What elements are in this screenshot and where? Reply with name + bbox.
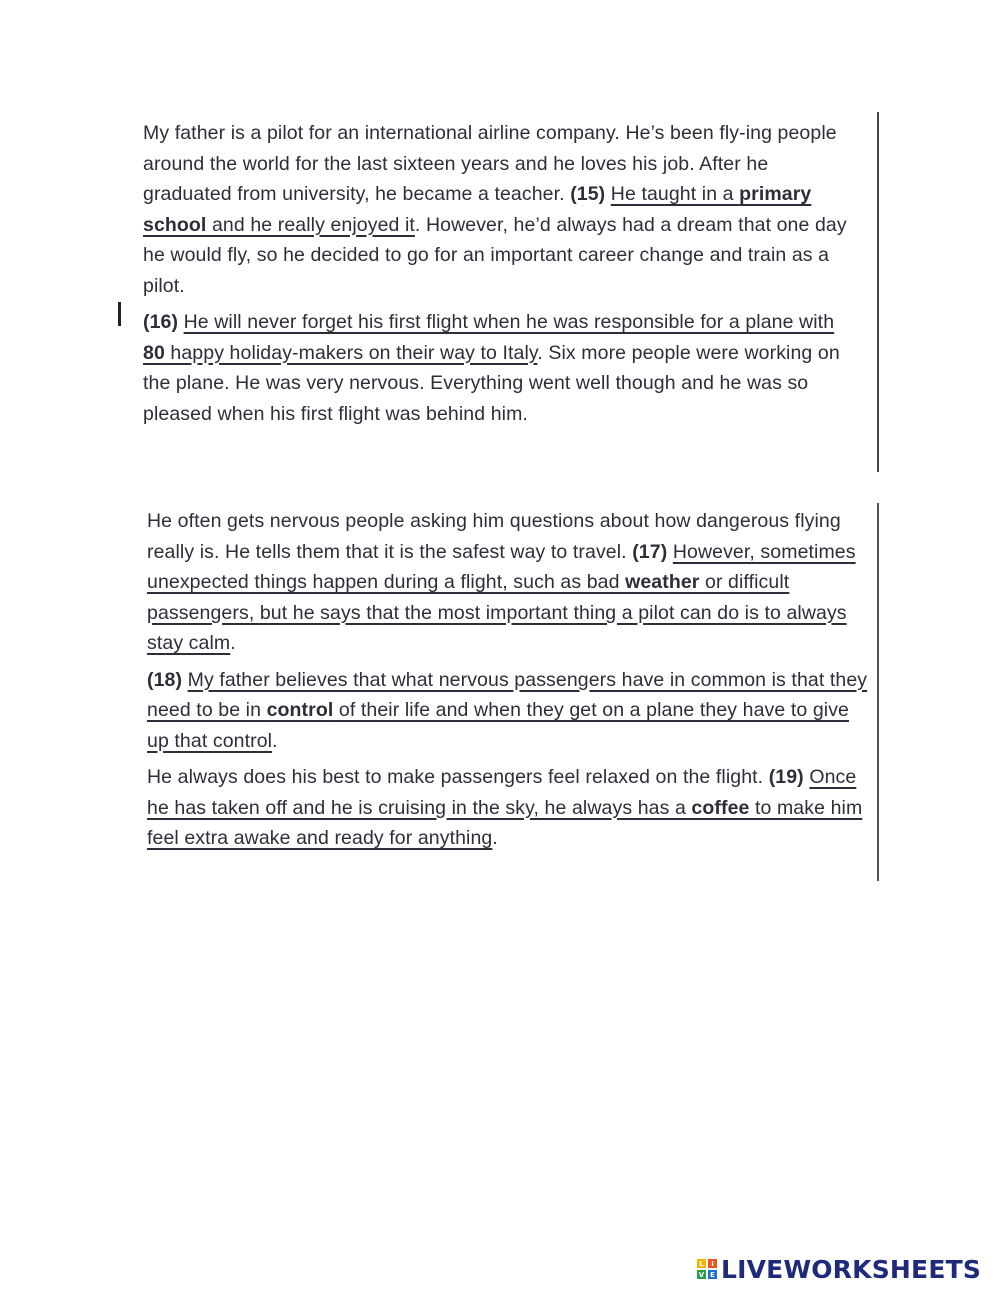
answer-text: He will never forget his first flight when he was responsible for a plane with [183, 311, 835, 333]
paragraph-text: He always does his best to make passengers feel relaxed on the flight. [147, 766, 769, 788]
paragraph-19 [147, 762, 875, 854]
answer-text: or difficult passengers, but he says that the most important thing a pilot can do is to always stay calm [147, 571, 847, 654]
paragraph-text: . [492, 827, 498, 849]
answer-text: Once he has taken off and he is cruising in the sky, he always has a [147, 766, 857, 819]
paragraph-text: . Six more people were working on the plane. He was very nervous. Everything went well though and he was so pleased when his first flight was behind him. [143, 341, 840, 425]
answer-text: happy holiday-makers on their way to Italy [164, 341, 538, 364]
logo-text: LIVEWORKSHEETS [721, 1254, 982, 1284]
paragraph-text: He often gets nervous people asking him questions about how dangerous flying really is. He tells them that it is the safest way to travel. [147, 510, 841, 563]
liveworksheets-logo [697, 1254, 981, 1284]
logo-tile: V [698, 1270, 705, 1279]
margin-line-left-mark [118, 302, 121, 326]
paragraph-text: . [272, 729, 278, 752]
paragraph-text: . [230, 632, 236, 654]
margin-line-right-bottom [877, 503, 879, 881]
logo-tile: I [708, 1259, 717, 1268]
paragraph-16 [143, 307, 861, 429]
question-number: (15) [570, 183, 606, 205]
keyword: primary school [143, 183, 812, 236]
answer-text: However, sometimes unexpected things happen during a flight, such as bad [147, 540, 856, 593]
paragraph-text: . However, he’d always had a dream that one day he would fly, so he decided to go for an important career change and train as a pilot. [143, 213, 847, 297]
underlined-answer [147, 669, 867, 752]
keyword: coffee [691, 796, 750, 819]
paragraph-18 [147, 665, 875, 757]
answer-text: and he really enjoyed it [206, 213, 415, 236]
question-number: (17) [632, 540, 668, 563]
keyword: 80 [143, 341, 165, 364]
question-number: (18) [147, 668, 183, 691]
keyword: control [266, 699, 334, 721]
answer-text: of their life and when they get on a plane they have to give up that control [147, 699, 849, 752]
paragraph-17 [147, 506, 875, 659]
logo-tile: L [697, 1259, 706, 1268]
logo-mark-icon [697, 1259, 717, 1279]
margin-line-right-top [877, 112, 879, 472]
paragraph-text: My father is a pilot for an international airline company. He’s been fly-ing people around the world for the last sixteen years and he loves his job. After he graduated from university, he became a teacher. [143, 122, 837, 205]
answer-text: to make him feel extra awake and ready for anything [147, 796, 863, 849]
answer-text: He taught in a [610, 183, 740, 205]
passage-block-2 [147, 506, 875, 854]
paragraph-15 [143, 118, 861, 301]
logo-tile: E [708, 1270, 717, 1279]
answer-text: My father believes that what nervous passengers have in common is that they need to be in [147, 668, 868, 721]
question-number: (19) [768, 766, 804, 788]
question-number: (16) [143, 311, 179, 333]
keyword: weather [625, 571, 700, 593]
passage-block-1 [143, 118, 861, 429]
